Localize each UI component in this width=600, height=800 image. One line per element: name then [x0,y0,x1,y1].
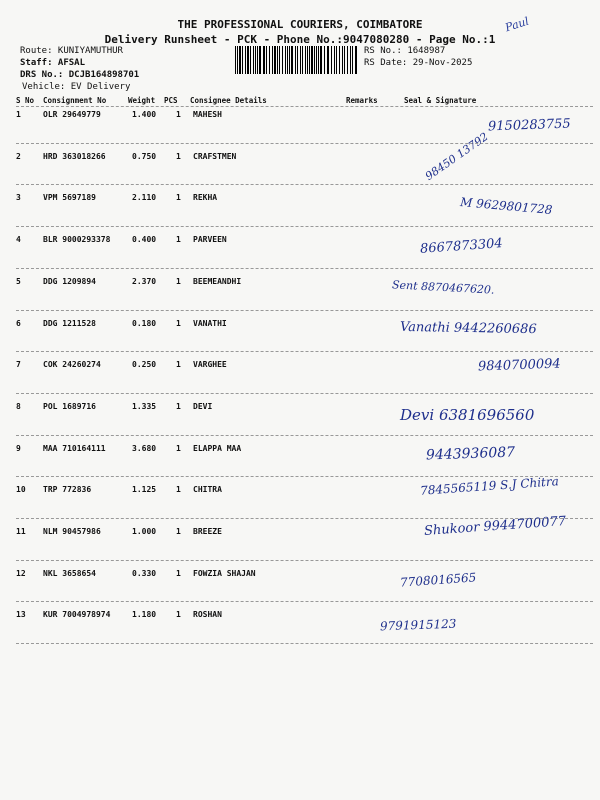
row-rule [16,393,593,394]
cell-weight: 1.335 [132,401,157,411]
cell-consignment-no: VPM 5697189 [43,193,96,203]
cell-consignment-no: TRP 772836 [43,485,92,495]
col-signature: Seal & Signature [404,96,477,105]
cell-consignee: ELAPPA MAA [193,443,242,453]
cell-weight: 0.400 [132,235,157,245]
cell-consignment-no: KUR 7004978974 [43,610,111,620]
handwritten-signature: Sent 8870467620. [391,278,495,297]
cell-weight: 0.180 [132,318,157,328]
cell-pcs: 1 [176,276,181,286]
cell-consignment-no: POL 1689716 [43,401,96,411]
cell-weight: 1.400 [132,110,157,119]
handwritten-signature: 98450 13792 [422,129,491,183]
row-rule [16,351,593,352]
cell-consignee: FOWZIA SHAJAN [193,568,256,578]
cell-sno: 6 [16,318,21,328]
barcode [234,46,360,74]
cell-weight: 1.125 [132,485,157,495]
corner-signature-mark: Paul [503,14,531,35]
cell-sno: 12 [16,568,26,578]
cell-weight: 1.180 [132,610,157,620]
cell-pcs: 1 [176,360,181,370]
row-rule [16,226,593,227]
cell-consignee: BEEMEANDHI [193,276,242,286]
col-weight: Weight [128,96,156,105]
runsheet-subtitle: Delivery Runsheet - PCK - Phone No.:9047080280 - Page No.:1 [104,33,496,46]
cell-consignment-no: DDG 1211528 [43,318,96,328]
col-consignment-no: Consignment No [43,96,107,105]
cell-sno: 7 [16,360,21,370]
row-rule [16,601,593,602]
cell-consignment-no: DDG 1209894 [43,276,96,286]
cell-pcs: 1 [176,485,181,495]
cell-consignee: ROSHAN [193,610,222,620]
cell-pcs: 1 [176,527,181,536]
cell-consignment-no: COK 24260274 [43,360,101,370]
handwritten-signature: 9840700094 [477,356,561,375]
cell-sno: 13 [16,610,26,620]
col-remarks: Remarks [346,96,378,105]
handwritten-signature: 8667873304 [419,236,504,257]
cell-pcs: 1 [176,568,181,578]
cell-sno: 11 [16,527,26,536]
cell-sno: 1 [16,110,21,119]
cell-weight: 2.110 [132,193,157,203]
rs-no-label: RS No.: 1648987 [364,46,446,56]
handwritten-signature: 9791915123 [379,617,457,634]
cell-consignee: VARGHEE [193,360,227,370]
drs-label: DRS No.: DCJB164898701 [20,70,140,80]
cell-weight: 1.000 [132,527,157,536]
row-rule [16,268,593,269]
col-consignee: Consignee Details [190,96,267,105]
cell-weight: 2.370 [132,276,157,286]
cell-pcs: 1 [176,610,181,620]
handwritten-signature: Devi 6381696560 [400,405,535,424]
handwritten-signature: 9150283755 [487,116,571,135]
cell-weight: 0.750 [132,151,157,161]
cell-pcs: 1 [176,151,181,161]
cell-consignee: VANATHI [193,318,227,328]
cell-consignee: PARVEEN [193,235,227,245]
staff-label: Staff: AFSAL [20,58,86,68]
col-pcs: PCS [164,96,178,105]
cell-consignee: REKHA [193,193,218,203]
company-title: THE PROFESSIONAL COURIERS, COIMBATORE [177,18,423,31]
cell-sno: 3 [16,193,21,203]
cell-pcs: 1 [176,193,181,203]
vehicle-label: Vehicle: EV Delivery [22,82,131,92]
cell-pcs: 1 [176,110,181,119]
cell-weight: 3.680 [132,443,157,453]
cell-sno: 4 [16,235,21,245]
cell-weight: 0.330 [132,568,157,578]
cell-consignee: CRAFSTMEN [193,151,237,161]
handwritten-signature: 7845565119 S.J Chitra [419,474,560,499]
cell-consignment-no: NLM 90457986 [43,527,101,536]
cell-sno: 10 [16,485,26,495]
cell-sno: 2 [16,151,21,161]
cell-consignment-no: HRD 363018266 [43,151,106,161]
header-rule [16,106,593,107]
rs-date-label: RS Date: 29-Nov-2025 [364,58,473,68]
cell-consignee: MAHESH [193,110,222,119]
cell-consignee: BREEZE [193,527,222,536]
cell-consignment-no: BLR 9000293378 [43,235,111,245]
row-rule [16,310,593,311]
cell-consignee: CHITRA [193,485,222,495]
cell-consignment-no: OLR 29649779 [43,110,101,119]
row-rule [16,560,593,561]
cell-pcs: 1 [176,401,181,411]
cell-pcs: 1 [176,443,181,453]
cell-sno: 9 [16,443,21,453]
cell-pcs: 1 [176,235,181,245]
route-label: Route: KUNIYAMUTHUR [20,46,123,56]
col-sno: S No [16,96,35,105]
handwritten-signature: Vanathi 9442260686 [399,319,537,337]
row-rule [16,143,593,144]
cell-consignment-no: MAA 710164111 [43,443,106,453]
handwritten-signature: 7708016565 [399,570,477,590]
cell-sno: 8 [16,401,21,411]
row-rule [16,184,593,185]
cell-weight: 0.250 [132,360,157,370]
cell-consignment-no: NKL 3658654 [43,568,96,578]
handwritten-signature: M 9629801728 [459,195,553,218]
row-rule [16,643,593,644]
row-rule [16,435,593,436]
cell-pcs: 1 [176,318,181,328]
cell-sno: 5 [16,276,21,286]
handwritten-signature: 9443936087 [425,444,516,464]
handwritten-signature: Shukoor 9944700077 [423,514,567,539]
cell-consignee: DEVI [193,401,213,411]
